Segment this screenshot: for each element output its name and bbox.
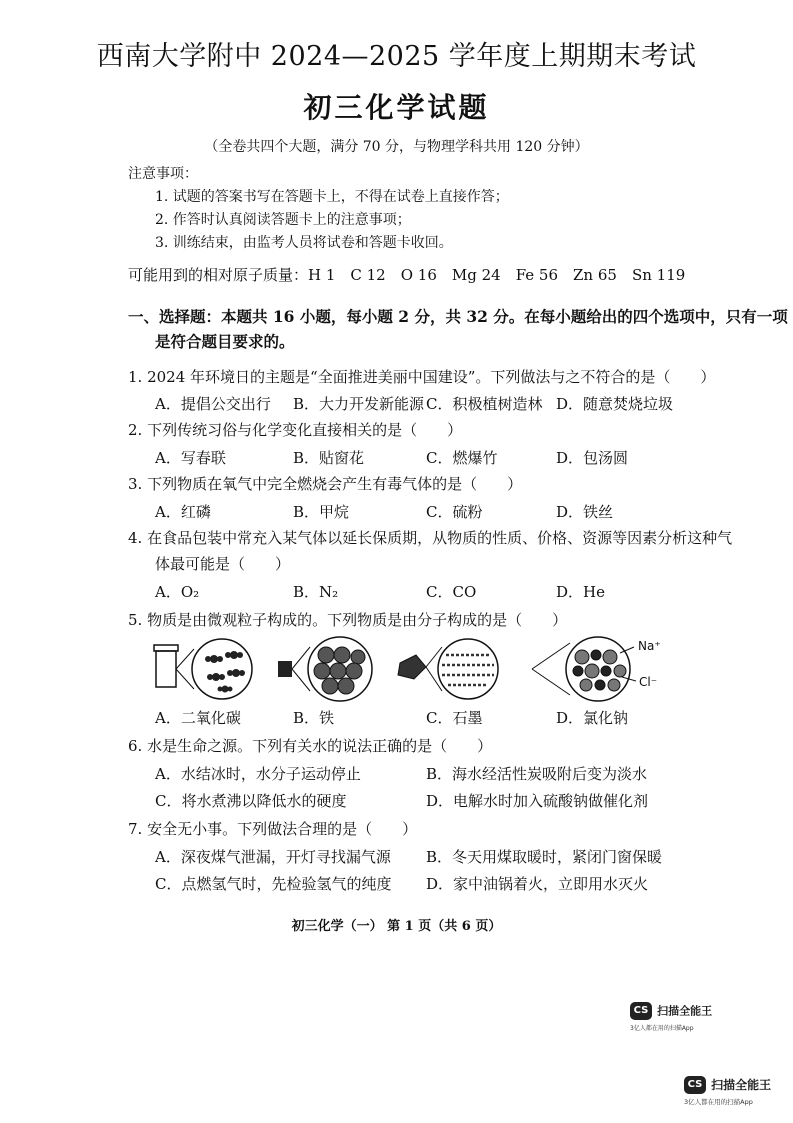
co2-model-figure — [154, 639, 252, 699]
question-6-stem: 6. 水是生命之源。下列有关水的说法正确的是（ ） — [128, 737, 493, 755]
q1-option-b: B．大力开发新能源 — [293, 395, 425, 413]
scanner-watermark — [630, 1000, 712, 1032]
question-7-stem: 7. 安全无小事。下列做法合理的是（ ） — [128, 820, 418, 838]
section-heading-cont: 是符合题目要求的。 — [155, 332, 295, 351]
scanner-app-name: 扫描全能王 — [657, 1004, 713, 1018]
q3-option-d: D．铁丝 — [556, 503, 614, 521]
scanner-tagline: 3亿人都在用的扫描App — [630, 1024, 694, 1032]
question-4-stem: 4. 在食品包装中常充入某气体以延长保质期，从物质的性质、价格、资源等因素分析这种气 — [128, 529, 733, 547]
question-4-stem-cont: 体最可能是（ ） — [155, 555, 291, 573]
q1-option-c: C．积极植树造林 — [426, 395, 543, 413]
q3-option-c: C．硫粉 — [426, 503, 483, 521]
question-5-stem: 5. 物质是由微观粒子构成的。下列物质是由分子构成的是（ ） — [128, 611, 568, 629]
iron-model-figure — [278, 637, 372, 701]
notice-item: 1. 试题的答案书写在答题卡上，不得在试卷上直接作答； — [155, 189, 509, 205]
exam-subtitle: 初三化学试题 — [303, 91, 490, 124]
q2-option-b: B．贴窗花 — [293, 449, 365, 467]
q4-option-d: D．He — [556, 583, 605, 601]
q5-option-c: C．石墨 — [426, 709, 483, 727]
q2-option-d: D．包汤圆 — [556, 449, 629, 467]
q5-option-a: A．二氧化碳 — [155, 709, 241, 727]
nacl-model-figure — [532, 637, 661, 701]
q4-option-a: A．O₂ — [155, 583, 200, 601]
exam-info: （全卷共四个大题，满分 70 分，与物理学科共用 120 分钟） — [204, 139, 589, 155]
notice-item: 3. 训练结束，由监考人员将试卷和答题卡收回。 — [155, 235, 453, 251]
q4-option-c: C．CO — [426, 583, 477, 601]
scanner-watermark-2 — [684, 1074, 771, 1106]
q6-option-d: D．电解水时加入硫酸钠做催化剂 — [426, 792, 649, 810]
question-2-stem: 2. 下列传统习俗与化学变化直接相关的是（ ） — [128, 421, 463, 439]
q1-option-a: A．提倡公交出行 — [155, 395, 271, 413]
q2-option-c: C．燃爆竹 — [426, 449, 498, 467]
scanner-logo-icon: CS — [684, 1076, 706, 1094]
scanner-logo-icon: CS — [630, 1002, 652, 1020]
q7-option-a: A．深夜煤气泄漏，开灯寻找漏气源 — [155, 848, 391, 866]
q6-option-a: A．水结冰时，水分子运动停止 — [155, 765, 361, 783]
atomic-masses: 可能用到的相对原子质量：H 1 C 12 O 16 Mg 24 Fe 56 Zn 65 Sn 119 — [128, 266, 686, 284]
notice-heading: 注意事项： — [128, 166, 198, 182]
page-footer: 初三化学（一） 第 1 页（共 6 页） — [291, 919, 502, 934]
q7-option-c: C．点燃氢气时，先检验氢气的纯度 — [155, 875, 392, 893]
q4-option-b: B．N₂ — [293, 583, 339, 601]
scanner-app-name: 扫描全能王 — [711, 1078, 772, 1092]
scanner-tagline: 3亿人都在用的扫描App — [684, 1097, 753, 1106]
graphite-model-figure — [398, 639, 498, 699]
q6-option-c: C．将水煮沸以降低水的硬度 — [155, 792, 347, 810]
q5-option-d: D．氯化钠 — [556, 709, 629, 727]
chloride-ion-label: Cl⁻ — [639, 675, 658, 689]
question-3-stem: 3. 下列物质在氧气中完全燃烧会产生有毒气体的是（ ） — [128, 475, 523, 493]
q7-option-b: B．冬天用煤取暖时，紧闭门窗保暖 — [426, 848, 663, 866]
exam-title: 西南大学附中 2024—2025 学年度上期期末考试 — [96, 41, 697, 72]
section-heading: 一、选择题：本题共 16 小题，每小题 2 分，共 32 分。在每小题给出的四个选项中，只有一项 — [128, 307, 788, 326]
q5-option-b: B．铁 — [293, 709, 335, 727]
q1-option-d: D．随意焚烧垃圾 — [556, 395, 674, 413]
question-5-figures — [150, 633, 710, 705]
sodium-ion-label: Na⁺ — [638, 639, 661, 653]
q3-option-b: B．甲烷 — [293, 503, 350, 521]
q3-option-a: A．红磷 — [155, 503, 211, 521]
q7-option-d: D．家中油锅着火，立即用水灭火 — [426, 875, 649, 893]
notice-item: 2. 作答时认真阅读答题卡上的注意事项； — [155, 212, 411, 228]
q2-option-a: A．写春联 — [155, 449, 226, 467]
q6-option-b: B．海水经活性炭吸附后变为淡水 — [426, 765, 648, 783]
question-1-stem: 1. 2024 年环境日的主题是“全面推进美丽中国建设”。下列做法与之不符合的是（ ） — [128, 368, 716, 386]
